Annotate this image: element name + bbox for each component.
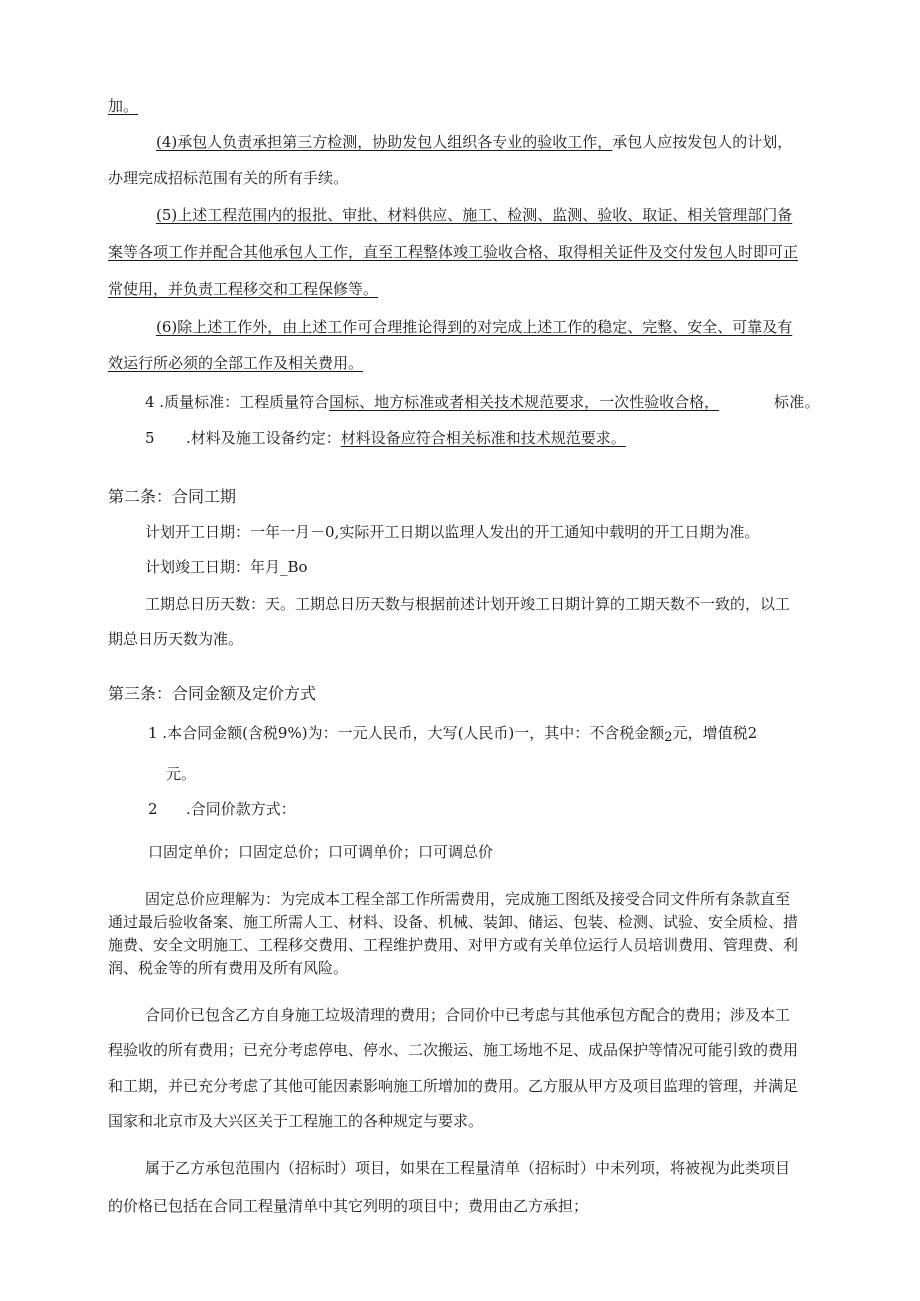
- contract-amount-line-1: [148, 723, 757, 745]
- fixed-price-line-3: 施费、安全文明施工、工程移交费用、工程维护费用、对甲方或有关单位运行人员培训费用、管理费、利: [108, 936, 799, 954]
- fixed-price-line-1: 固定总价应理解为：为完成本工程全部工作所需费用，完成施工图纸及接受合同文件所有条款直至: [145, 890, 791, 908]
- item-6-line-1: (6)除上述工作外，由上述工作可合理推论得到的对完成上述工作的稳定、完整、安全、可靠及有: [156, 318, 793, 336]
- fixed-price-line-4: 润、税金等的所有费用及所有风险。: [108, 959, 349, 977]
- contract-amount-line-2: 元。: [166, 765, 197, 783]
- item-4-line-2: 办理完成招标范围有关的所有手续。: [108, 169, 349, 187]
- item-6-line-2: 效运行所必须的全部工作及相关费用。: [108, 354, 364, 372]
- item-5-line-2: 案等各项工作并配合其他承包人工作，直至工程整体竣工验收合格、取得相关证件及交付发包人时即可正: [108, 243, 799, 261]
- total-days-line-2: 期总日历天数为准。: [108, 630, 244, 648]
- amount-subscript: 2: [664, 730, 673, 745]
- price-method: .合同价款方式：: [186, 800, 296, 818]
- quality-value: 国标、地方标准或者相关技术规范要求，一次性验收合格，: [329, 393, 720, 411]
- included-costs-line-1: 合同价已包含乙方自身施工垃圾清理的费用；合同价中已考虑与其他承包方配合的费用；涉及本工: [145, 1006, 791, 1024]
- price-method-num: 2: [148, 800, 158, 818]
- included-costs-line-2: 程验收的所有费用；已充分考虑停电、停水、二次搬运、施工场地不足、成品保护等情况可能引致的费用: [108, 1041, 799, 1059]
- item-4-line-1: [156, 132, 792, 152]
- planned-end-date: 计划竣工日期：年月_Bo: [145, 558, 308, 576]
- item-5-line-3: 常使用，并负责工程移交和工程保修等。: [108, 280, 379, 298]
- quality-tail: 标准。: [774, 393, 820, 411]
- article-2-title: 第二条：合同工期: [108, 487, 237, 506]
- material-label: .材料及施工设备约定：: [186, 429, 341, 447]
- planned-start-date: 计划开工日期：一年一月－0,实际开工日期以监理人发出的开工通知中载明的开工日期为准。: [145, 523, 760, 541]
- fixed-price-line-2: 通过最后验收备案、施工所需人工、材料、设备、机械、装卸、储运、包装、检测、试验、安全质检、措: [108, 913, 799, 931]
- quality-standard: [145, 392, 719, 412]
- included-costs-line-4: 国家和北京市及大兴区关于工程施工的各种规定与要求。: [108, 1112, 484, 1130]
- quality-label: 4 .质量标准：工程质量符合: [145, 393, 330, 411]
- article-3-title: 第三条：合同金额及定价方式: [108, 684, 317, 703]
- scope-line-1: 属于乙方承包范围内（招标时）项目，如果在工程量清单（招标时）中未列项，将被视为此类项目: [145, 1159, 791, 1177]
- price-type-options: 口固定单价；口固定总价；口可调单价；口可调总价: [148, 843, 494, 861]
- amount-text-a: 1 .本合同金额(含税9%)为：一元人民币，大写(人民币)一，其中：不含税金额: [148, 724, 665, 742]
- material-num: 5: [145, 429, 155, 447]
- included-costs-line-3: 和工期，并已充分考虑了其他可能因素影响施工所增加的费用。乙方服从甲方及项目监理的管理，并满足: [108, 1077, 799, 1095]
- scope-line-2: 的价格已包括在合同工程量清单中其它列明的项目中；费用由乙方承担；: [108, 1197, 589, 1215]
- total-days-line-1: 工期总日历天数：天。工期总日历天数与根据前述计划开竣工日期计算的工期天数不一致的，以工: [145, 595, 791, 613]
- material-agreement: [186, 428, 626, 448]
- text-line: 加。: [108, 97, 139, 115]
- amount-text-b: 元，增值税2: [672, 724, 758, 742]
- item-5-line-1: (5)上述工程范围内的报批、审批、材料供应、施工、检测、监测、验收、取证、相关管理部门备: [156, 206, 793, 224]
- item-4-underlined: (4)承包人负责承担第三方检测，协助发包人组织各专业的验收工作，: [156, 133, 613, 151]
- item-4-plain: 承包人应按发包人的计划，: [612, 133, 793, 151]
- material-value: 材料设备应符合相关标准和技术规范要求。: [340, 429, 626, 447]
